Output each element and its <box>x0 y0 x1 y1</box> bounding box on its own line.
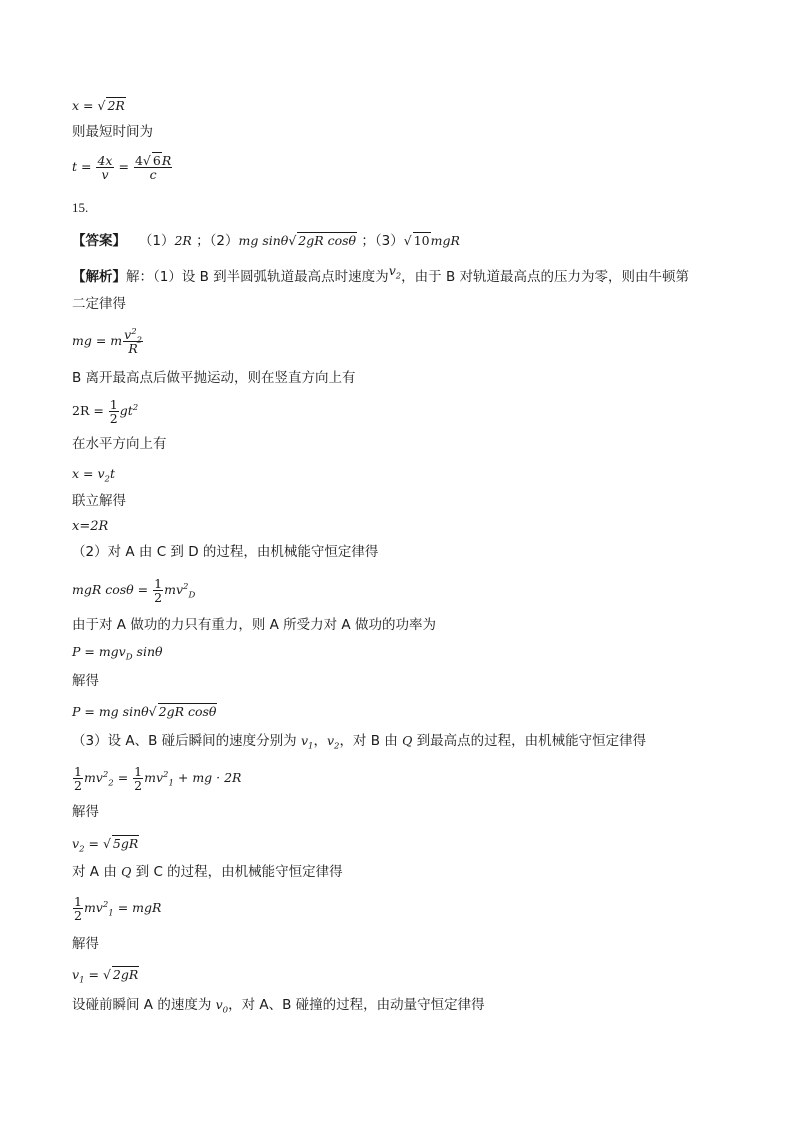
subscript: 1 <box>308 741 314 752</box>
fraction-4sqrt6R-c: $\frac{4√ 6R}{c}$ <box>134 153 172 182</box>
analysis-tag: 【解析】 <box>72 269 126 285</box>
superscript: 2 <box>102 769 109 780</box>
text: ， <box>313 733 327 749</box>
answer-part1-label: （1） <box>138 233 175 249</box>
denominator: c <box>149 167 157 182</box>
superscript: 2 <box>132 402 139 413</box>
text-solve-2: 解得 <box>72 804 99 820</box>
lhs: 2R = <box>72 403 104 418</box>
text: 对 A 由 <box>72 864 122 880</box>
denominator: 2 <box>134 778 143 793</box>
equation-t: t = $\frac{4x}{v}$ = $\frac{4√ 6R}{c}$ <box>72 153 172 182</box>
answer-line <box>72 232 460 250</box>
equation-x-sqrt2R <box>72 97 126 115</box>
answer-tag: 【答案】 <box>72 233 126 249</box>
radicand: 2R <box>107 98 125 113</box>
var-Q: Q <box>402 733 413 748</box>
equation-mg <box>72 328 144 355</box>
term: mv <box>83 770 103 785</box>
equation-energy-B <box>72 765 241 792</box>
answer-part2-value: mg sinθ√ 2gR cosθ <box>238 233 357 248</box>
equals: = <box>88 967 99 982</box>
text-only-gravity: 由于对 A 做功的力只有重力，则 A 所受力对 A 做功的功率为 <box>72 617 436 633</box>
equation-half-mv1 <box>72 895 161 922</box>
eq-t: t <box>72 159 78 174</box>
rhs: gt <box>119 403 133 418</box>
analysis-text: 解：（1）设 B 到半圆弧轨道最高点时速度为 <box>126 269 389 285</box>
text: （3）设 A、B 碰后瞬间的速度分别为 <box>72 733 301 749</box>
fraction-4x-v <box>96 154 113 181</box>
term: mv <box>83 900 103 915</box>
answer-part1-value: 2R <box>174 233 192 248</box>
denominator: 2 <box>74 908 82 923</box>
text-part3 <box>72 732 646 750</box>
text-a-Q-C <box>72 863 343 881</box>
subscript: 2 <box>136 335 143 346</box>
eq-equals: = <box>83 98 94 113</box>
numerator: 1 <box>74 894 82 909</box>
subscript: 1 <box>79 975 85 986</box>
lhs: mgR cosθ = <box>72 582 149 597</box>
denominator: 2 <box>154 590 163 605</box>
numerator-coeff: 4 <box>134 153 143 168</box>
rhs: sinθ <box>132 644 163 659</box>
lhs: P = mgv <box>72 644 126 659</box>
denominator: v <box>101 167 109 182</box>
subscript: D <box>125 652 133 663</box>
equation-x-2R: x=2R <box>72 519 109 534</box>
var: v <box>124 327 132 342</box>
superscript: 2 <box>183 581 189 592</box>
subscript: D <box>188 590 196 601</box>
radicand: 2gR cosθ <box>158 704 217 719</box>
analysis-text-rest: ，由于 B 对轨道最高点的压力为零，则由牛顿第 <box>401 269 690 285</box>
subscript: 0 <box>222 1005 229 1016</box>
question-number: 15. <box>72 200 89 215</box>
var: v <box>388 263 396 278</box>
radicand: 10 <box>413 233 430 248</box>
var: v <box>72 967 80 982</box>
equation-energy-CD <box>72 577 195 604</box>
answer-part2-a: mg sinθ <box>238 233 289 248</box>
fraction-half <box>153 577 163 604</box>
analysis-line-1 <box>72 263 690 286</box>
radicand: 6 <box>152 153 161 168</box>
equation-x-v2t <box>72 465 115 483</box>
eq-x: x <box>72 98 80 113</box>
text-part2: （2）对 A 由 C 到 D 的过程，由机械能守恒定律得 <box>72 544 379 560</box>
lhs: P = mg sinθ <box>72 704 149 719</box>
rhs: = mgR <box>117 900 162 915</box>
fraction-half <box>133 765 143 792</box>
text: 设碰前瞬间 A 的速度为 <box>72 997 216 1013</box>
equation-v1: $v_1$ = √ 2gR <box>72 967 139 986</box>
numerator: 4x <box>97 153 113 168</box>
equation-v2: $v_2$ = √ 5gR <box>72 836 139 855</box>
analysis-line-2: 二定律得 <box>72 296 126 312</box>
var: v <box>215 997 223 1012</box>
text-last <box>72 996 485 1014</box>
subscript: 2 <box>104 474 110 485</box>
sqrt-symbol: √ <box>97 98 106 113</box>
radicand: 2gR <box>112 967 139 982</box>
superscript: 2 <box>131 326 137 337</box>
fraction-half <box>109 398 119 425</box>
fraction-half <box>73 765 83 792</box>
subscript: 2 <box>79 844 85 855</box>
subscript: 2 <box>334 741 340 752</box>
numerator: 1 <box>134 764 143 779</box>
answer-part3-b: mgR <box>430 233 460 248</box>
fraction-half <box>73 895 83 922</box>
text-b-leaves: B 离开最高点后做平抛运动，则在竖直方向上有 <box>72 370 356 386</box>
tail: + mg · 2R <box>177 770 242 785</box>
superscript: 2 <box>163 769 169 780</box>
var: v <box>72 836 80 851</box>
numerator: 1 <box>154 576 163 591</box>
answer-part2-label: ；（2） <box>196 233 239 249</box>
fraction-v2sq-R <box>123 328 143 355</box>
rhs: mv <box>164 582 184 597</box>
term: mv <box>144 770 164 785</box>
denominator: 2 <box>74 778 82 793</box>
answer-part3-value: √ 10mgR <box>403 233 460 248</box>
text: 到 C 的过程，由机械能守恒定律得 <box>131 864 343 880</box>
radicand: 5gR <box>112 836 139 851</box>
subscript: 1 <box>108 908 114 919</box>
text-solve-3: 解得 <box>72 936 99 952</box>
equation-P1 <box>72 643 163 661</box>
text: ，对 B 由 <box>339 733 403 749</box>
equation-2R <box>72 398 138 425</box>
lhs: x = v <box>72 466 105 481</box>
equals: = <box>117 770 129 785</box>
superscript: 2 <box>102 899 109 910</box>
subscript: 1 <box>168 778 174 789</box>
equation-P2: P = mg sinθ√ 2gR cosθ <box>72 704 217 719</box>
answer-part3-label: ；（3） <box>361 233 404 249</box>
text-horizontal: 在水平方向上有 <box>72 436 167 452</box>
numerator-var: R <box>161 153 172 168</box>
subscript: 2 <box>108 778 114 789</box>
text-shortest-time: 则最短时间为 <box>72 124 153 140</box>
lhs: mg = m <box>72 333 123 348</box>
text: 到最高点的过程，由机械能守恒定律得 <box>412 733 647 749</box>
denominator: R <box>128 341 138 356</box>
var-Q: Q <box>121 864 132 879</box>
var-t: t <box>109 466 115 481</box>
denominator: 2 <box>109 411 118 426</box>
var-v2 <box>388 263 402 282</box>
text: ，对 A、B 碰撞的过程，由动量守恒定律得 <box>228 997 485 1013</box>
equals: = <box>88 836 99 851</box>
subscript: 2 <box>395 271 402 282</box>
radicand: 2gR cosθ <box>298 233 357 248</box>
numerator: 1 <box>74 764 82 779</box>
text-solve-jointly: 联立解得 <box>72 493 126 509</box>
text-solve-1: 解得 <box>72 673 99 689</box>
numerator: 1 <box>109 397 118 412</box>
var: v <box>300 733 309 748</box>
var: v <box>326 733 335 748</box>
